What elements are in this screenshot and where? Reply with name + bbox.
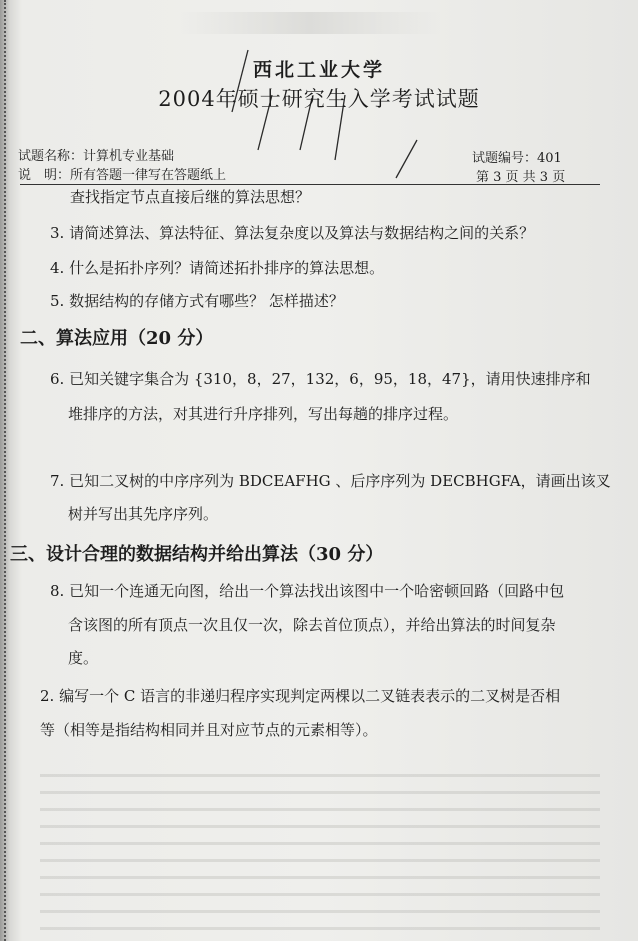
question-3: 3. 请简述算法、算法特征、算法复杂度以及算法与数据结构之间的关系？ xyxy=(50,224,535,242)
code-label: 试题编号： xyxy=(472,151,538,166)
page-info: 第 3 页 共 3 页 xyxy=(476,170,566,185)
bleed-through-lower xyxy=(40,760,600,930)
question-7-line-2: 树并写出其先序序列。 xyxy=(68,505,219,523)
question-9-line-2: 等（相等是指结构相同并且对应节点的元素相等）。 xyxy=(40,721,378,739)
question-5: 5. 数据结构的存储方式有哪些？ 怎样描述？ xyxy=(50,292,344,310)
exam-title: 2004年硕士研究生入学考试试题 xyxy=(158,87,480,111)
subject-label: 试题名称： xyxy=(18,149,84,164)
section-2-heading: 二、算法应用（20 分） xyxy=(20,328,214,349)
section-3-heading: 三、设计合理的数据结构并给出算法（30 分） xyxy=(10,544,384,565)
university-name: 西北工业大学 xyxy=(252,59,385,81)
code-value: 401 xyxy=(537,151,562,166)
subject-line xyxy=(18,145,174,164)
question-6-line-2: 堆排序的方法，对其进行升序排列，写出每趟的排序过程。 xyxy=(68,405,459,423)
pen-stroke xyxy=(396,140,417,178)
note-line xyxy=(18,164,226,183)
question-6-line-1: 6. 已知关键字集合为 {310，8，27，132，6，95，18，47}，请用快速排序和 xyxy=(50,370,591,388)
note-value: 所有答题一律写在答题纸上 xyxy=(70,168,227,183)
question-8-line-1: 8. 已知一个连通无向图，给出一个算法找出该图中一个哈密顿回路（回路中包 xyxy=(50,582,565,600)
question-8-line-2: 含该图的所有顶点一次且仅一次，除去首位顶点），并给出算法的时间复杂 xyxy=(68,616,556,634)
code-line xyxy=(472,147,562,166)
subject-value: 计算机专业基础 xyxy=(83,149,175,164)
continued-line: 查找指定节点直接后继的算法思想？ xyxy=(70,188,311,206)
header-rule xyxy=(20,184,600,185)
question-7-line-1: 7. 已知二叉树的中序序列为 BDCEAFHG 、后序序列为 DECBHGFA，请画出该叉 xyxy=(50,472,611,490)
question-8-line-3: 度。 xyxy=(68,649,99,667)
note-label: 说 明： xyxy=(18,168,71,183)
question-9-line-1: 2. 编写一个 C 语言的非递归程序实现判定两棵以二叉链表表示的二叉树是否相 xyxy=(40,687,561,705)
question-4: 4. 什么是拓扑序列？请简述拓扑排序的算法思想。 xyxy=(50,259,385,277)
